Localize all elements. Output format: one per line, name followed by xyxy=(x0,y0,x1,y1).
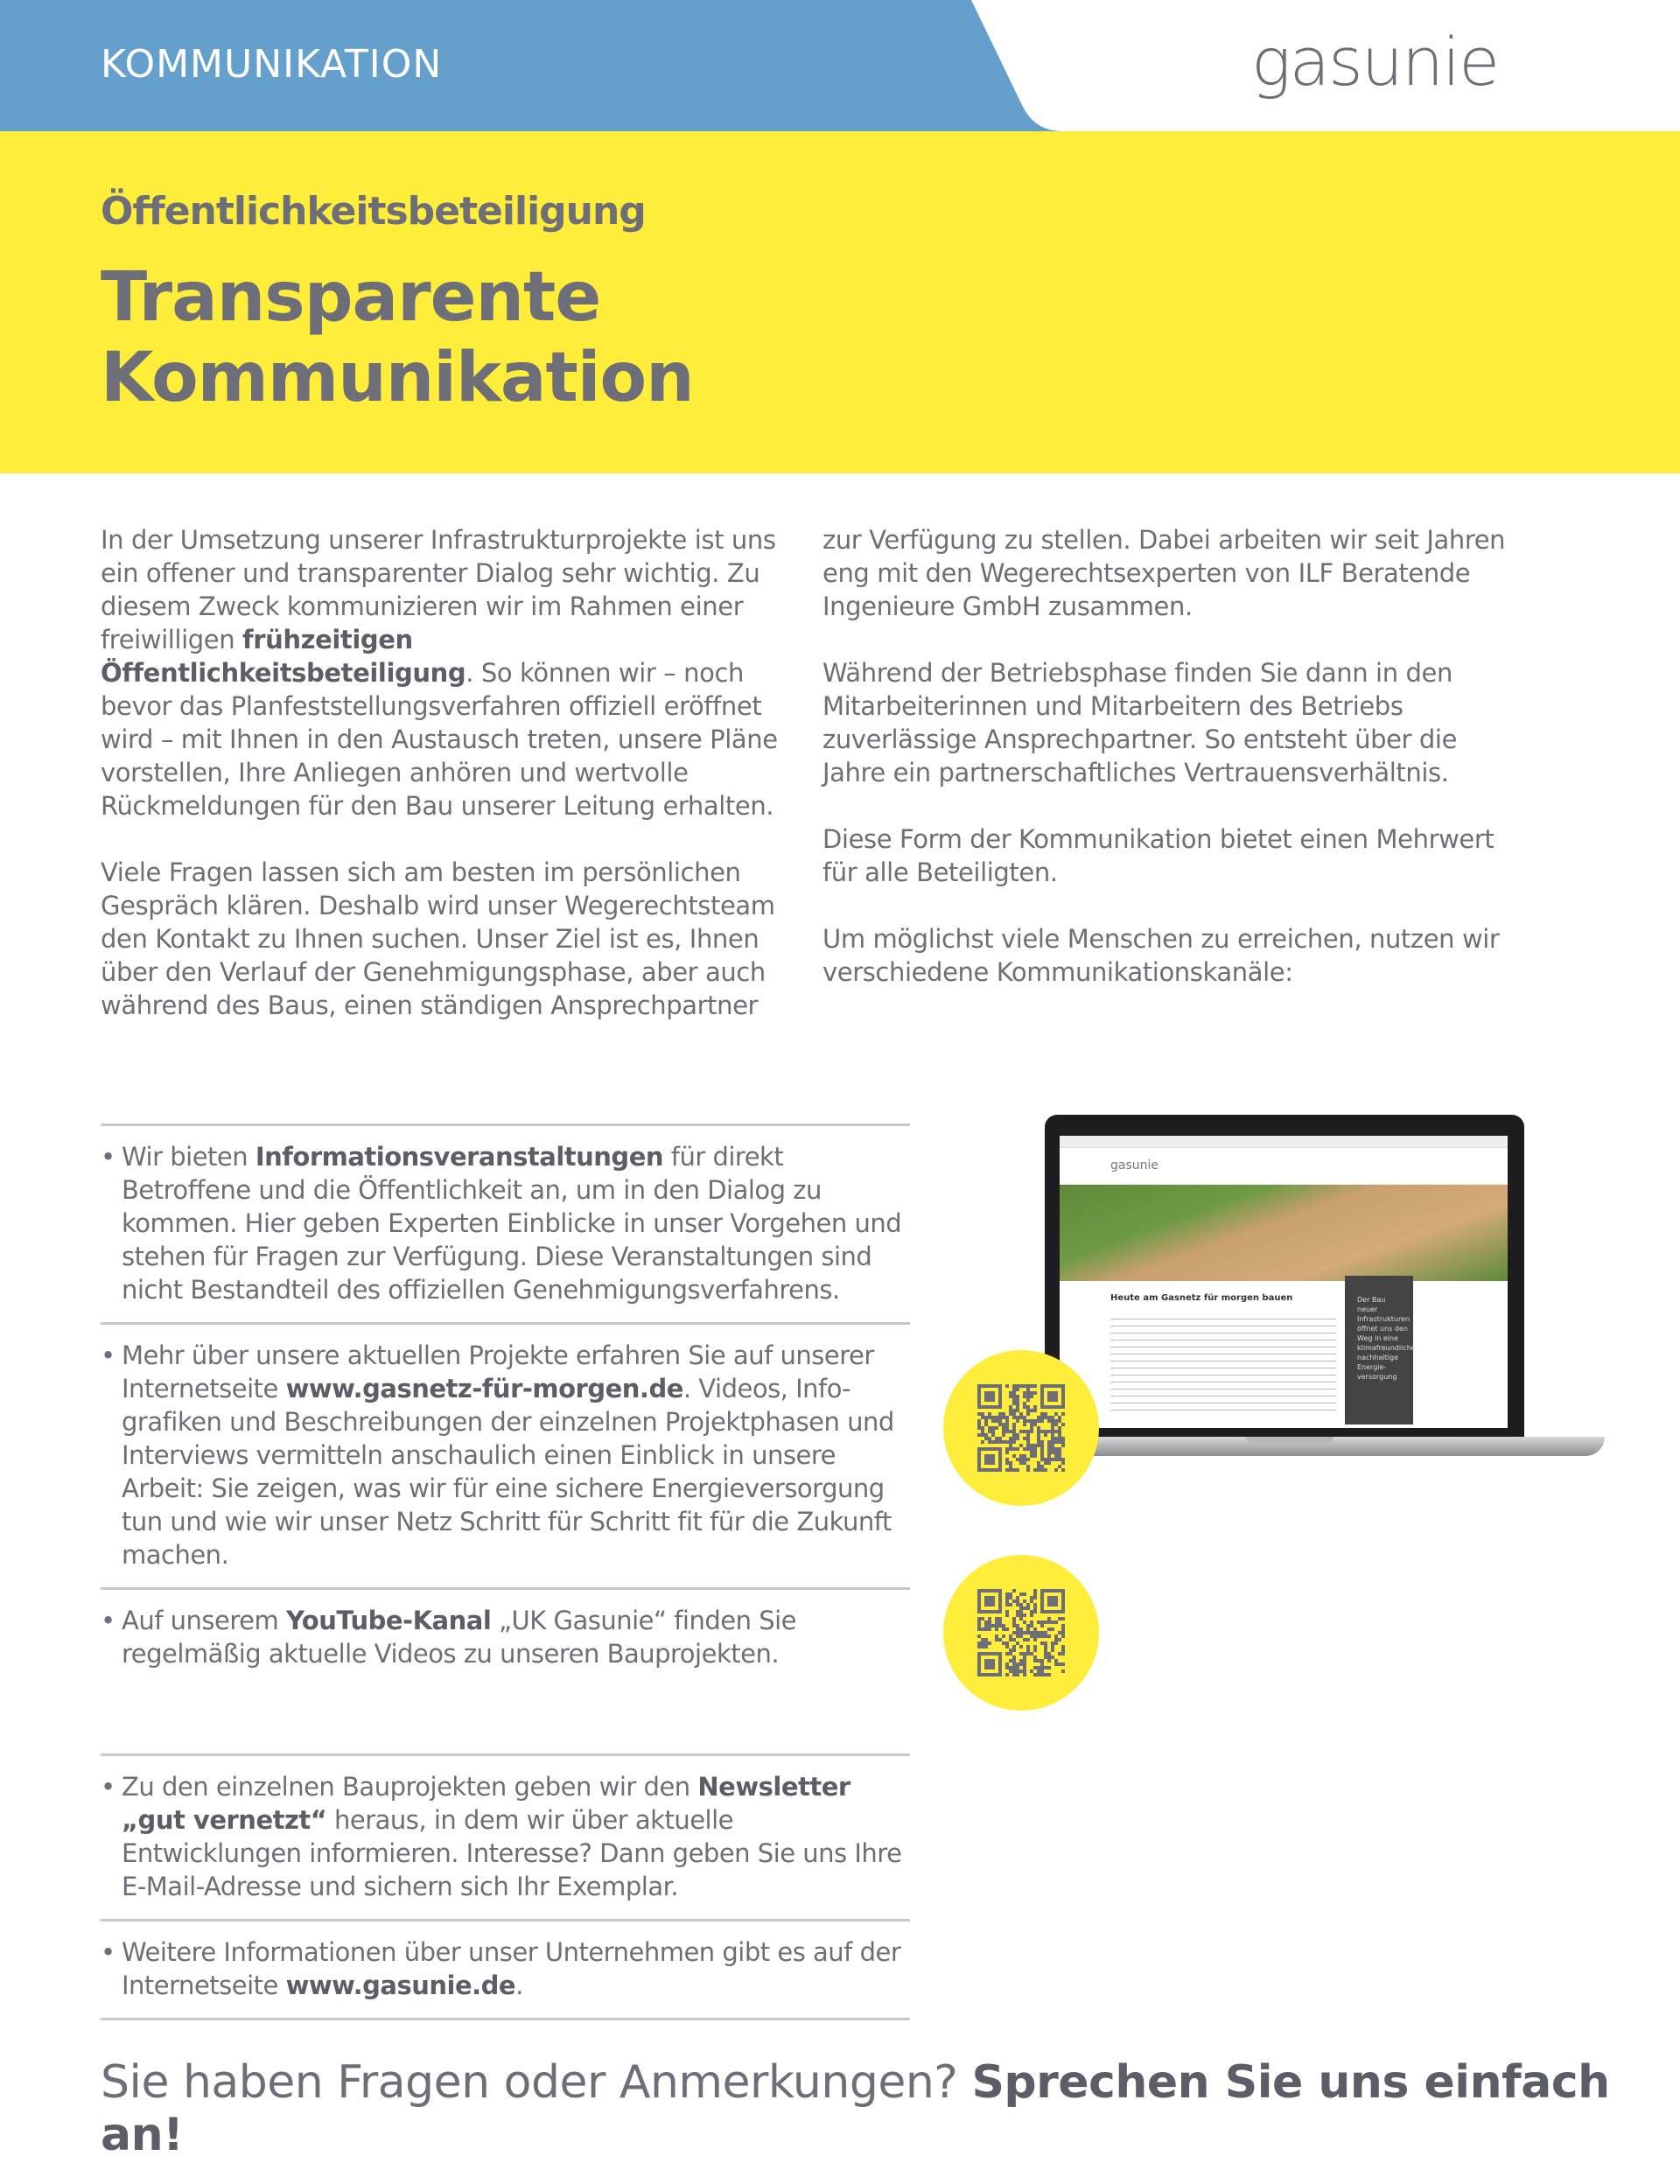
channel-list xyxy=(101,1124,910,2020)
paragraph xyxy=(101,523,792,822)
intro-column-left xyxy=(101,523,792,1055)
list-item: • Wir bieten Informationsveranstaltungen für direkt Betroffene und die Öffentlichkeit an, um in den Dialog zu kommen. Hier geben Experten Einblicke in unser Vorgehen und stehen für Fragen zur Verfügung. Diese Veranstaltungen sind nicht Bestandteil des offiziellen Genehmigungsverfahrens. xyxy=(101,1126,910,1325)
text: In der Umsetzung unserer Infrastrukturprojekte ist uns ein offener und transparenter Dialog sehr wichtig. Zu diesem Zweck kommunizieren wir im Rahmen einer freiwilligen xyxy=(101,525,776,654)
site-logo: gasunie xyxy=(1110,1158,1159,1172)
kicker: Öffentlichkeitsbeteiligung xyxy=(101,189,646,234)
youtube-link[interactable]: YouTube-Kanal xyxy=(285,1606,492,1635)
paragraph: Viele Fragen lassen sich am besten im persönlichen Gespräch klären. Deshalb wird unser Wegerechtsteam den Kontakt zu Ihnen suchen. Unser Ziel ist es, Ihnen über den Verlauf der Genehmigungsphase, aber auch während des Baus, einen ständigen Ansprechpartner xyxy=(101,858,775,1020)
laptop-image xyxy=(1045,1115,1605,1482)
gasunie-logo: gasunie xyxy=(1251,23,1498,101)
quote-box: Der Bau neuer Infrastrukturen öffnet uns den Weg in eine klimafreundliche nachhaltige Energieversorgung xyxy=(1345,1276,1413,1424)
list-item: • Zu den einzelnen Bauprojekten geben wir den Newsletter „gut vernetzt“ heraus, in dem wir über aktuelle Entwicklungen informieren. Interesse? Dann geben Sie uns Ihre E-Mail-Adresse und sichern sich Ihr Exemplar. xyxy=(101,1756,910,1922)
website-link[interactable]: www.gasunie.de xyxy=(285,1970,516,2000)
page-title xyxy=(101,257,694,418)
laptop-bezel xyxy=(1045,1115,1524,1438)
paragraph: Während der Betriebsphase finden Sie dann in den Mitarbeiterinnen und Mitarbeitern des Betriebs zuverlässige Ansprechpartner. So entsteht über die Jahre ein partnerschaftliches Vertrauensverhältnis. xyxy=(822,658,1458,788)
text: . So können wir – noch bevor das Planfeststellungsverfahren offiziell eröffnet wird – mit Ihnen in den Austausch treten, unsere Pläne vorstellen, Ihre Anliegen anhören und wertvolle Rückmeldungen für den Bau unserer Leitung erhalten. xyxy=(101,658,778,821)
header xyxy=(0,0,1680,131)
list-item: • Auf unserem YouTube-Kanal „UK Gasunie“ finden Sie regelmäßig aktuelle Videos zu unseren Bauprojekten. xyxy=(101,1590,910,1756)
paragraph: Diese Form der Kommunikation bietet einen Mehrwert für alle Beteiligten. xyxy=(822,824,1494,887)
emphasis: frühzeitigen Öffentlichkeitsbeteiligung xyxy=(101,625,466,688)
footer-cta xyxy=(101,2056,1680,2161)
qr-code-website[interactable] xyxy=(943,1350,1099,1506)
emphasis: Newsletter „gut vernetzt“ xyxy=(122,1772,850,1835)
qr-code-icon xyxy=(977,1589,1065,1676)
construction-photo xyxy=(1060,1185,1508,1281)
paragraph: zur Verfügung zu stellen. Dabei arbeiten wir seit Jahren eng mit den Wegerechtsexperten von ILF Beratende Ingenieure GmbH zusammen. xyxy=(822,525,1506,621)
paragraph: Um möglichst viele Menschen zu erreichen, nutzen wir verschiedene Kommunikationskanäle: xyxy=(822,924,1500,987)
qr-code-youtube[interactable] xyxy=(943,1555,1099,1711)
footer-question: Sie haben Fragen oder Anmerkungen? xyxy=(101,2056,972,2109)
title-line: Transparente xyxy=(101,258,601,337)
website-screenshot xyxy=(1060,1136,1508,1428)
intro-column-right xyxy=(822,523,1522,1022)
site-headline: Heute am Gasnetz für morgen bauen xyxy=(1110,1293,1293,1303)
website-link[interactable]: www.gasnetz-für-morgen.de xyxy=(285,1374,683,1404)
list-item: • Weitere Informationen über unser Unternehmen gibt es auf der Internetseite www.gasunie.de. xyxy=(101,1922,910,2020)
qr-code-icon xyxy=(977,1384,1065,1472)
hero-band xyxy=(0,131,1680,473)
laptop-notch xyxy=(1246,1437,1334,1444)
list-item: • Mehr über unsere aktuellen Projekte erfahren Sie auf unserer Internetseite www.gasnetz-für-morgen.de. Videos, Infografiken und Beschreibungen der einzelnen Projektphasen und Interviews vermitteln anschaulich einen Einblick in unsere Arbeit: Sie zeigen, was wir für eine sichere Energieversorgung tun und wie wir unser Netz Schritt für Schritt fit für die Zukunft machen. xyxy=(101,1325,910,1590)
title-line: Kommunikation xyxy=(101,339,694,417)
footer-cta-bold: Sprechen Sie uns einfach an! xyxy=(101,2056,1610,2161)
emphasis: Informationsveranstaltungen xyxy=(255,1142,664,1172)
section-label: KOMMUNIKATION xyxy=(101,42,443,87)
